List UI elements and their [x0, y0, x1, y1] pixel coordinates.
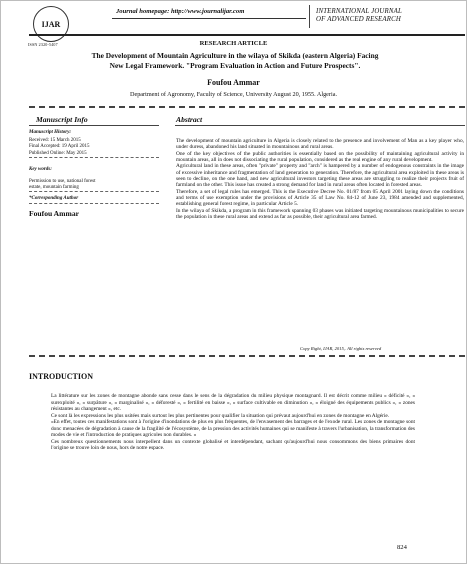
manuscript-head-rule	[29, 125, 159, 126]
intro-paragraph: La littérature sur les zones de montagne abonde sans cesse dans le sens de la dégradation du milieu physique montagnard. Il est décrit comme milieu « déficité », « surexploité », « surpâture », « marginalisé », « déforesté », « fertilité en baisse », « surface cultivable en diminution », « éloigné des équipements publics », « zones résistantes au changement », etc.	[51, 393, 415, 412]
abstract-heading: Abstract	[176, 115, 203, 124]
journal-homepage[interactable]: Journal homepage: http://www.journalijar.com	[116, 8, 245, 15]
journal-name-box	[309, 5, 466, 28]
keywords-line1: Permission to use, national forest	[29, 179, 96, 184]
page-number: 824	[397, 544, 407, 551]
journal-name-line2: OF ADVANCED RESEARCH	[316, 16, 401, 23]
abstract-head-rule	[175, 125, 465, 126]
received-date: Received: 15 March 2015	[29, 138, 81, 143]
logo-text: IJAR	[41, 19, 61, 29]
article-type: RESEARCH ARTICLE	[199, 40, 268, 47]
published-date: Published Online: May 2015	[29, 150, 87, 156]
abstract-paragraph: The development of mountain agriculture in Algeria is closely related to the presence and involvement of Man as a key player who, under duress, abandoned his land situated in mountainous and rural areas.	[176, 138, 464, 151]
history-heading: Manuscript History:	[29, 130, 72, 135]
journal-name	[316, 8, 402, 24]
abstract-body	[176, 138, 464, 220]
author-name: Foufou Ammar	[207, 78, 260, 87]
copyright-notice: Copy Right, IJAR, 2015,. All rights reserved	[300, 346, 382, 351]
journal-name-line1: INTERNATIONAL JOURNAL	[316, 8, 402, 15]
logo-caption: ISSN 2320-5407	[28, 42, 58, 47]
abstract-paragraph: In the wilaya of Skikda, a program in this framework spanning 03 phases was initiated targeting mountainous municipalities to secure the population in these rural areas and extend as far as possible, their agricultural area farmed.	[176, 207, 464, 221]
author-affiliation: Department of Agronomy, Faculty of Science, University August 20, 1955. Algeria.	[129, 91, 337, 98]
abstract-paragraph: One of the key objectives of the public authorities is essentially based on the possibility of maintaining agricultural activity in mountain areas, all in does not dissociating the rural population, considered as the real engine of any rural development.	[176, 150, 464, 164]
final-accepted-date: Final Accepted: 19 April 2015	[29, 144, 90, 150]
introduction-heading: INTRODUCTION	[29, 372, 94, 381]
article-title	[35, 51, 435, 70]
journal-logo	[33, 6, 69, 42]
intro-paragraph: «En effet, toutes ces manifestations sont à l'origine d'inondations de plus en plus fréquentes, de l'envasement des barrages et de l'exode rural. Les zones de montagne sont donc menacées de dégradation à cause de la fragilité de l'écosystème, de la pression des activités humaines qui se manifeste à travers l'urbanisation, la transformation des modes de vie et l'introduction de pratiques agricoles non durables. »	[51, 419, 415, 438]
intro-paragraph: Ces nombreux questionnements nous interpellent dans un contexte globalisé et interdépendant, sachant qu'aujourd'hui nous consommons des biens primaires dont l'origine se trouve loin de nous, hors de notre espace.	[51, 438, 415, 451]
introduction-body	[51, 393, 415, 452]
intro-paragraph: Ce sont là les expressions les plus usitées mais surtout les plus pertinentes pour qualifier la situation qui prévaut aujourd'hui en zones de montagne en Algérie.	[51, 412, 390, 419]
info-top-rule	[29, 106, 465, 108]
manuscript-info-heading: Manuscript Info	[36, 115, 88, 124]
keywords	[29, 179, 96, 192]
title-line1: The Development of Mountain Agriculture in the wilaya of Skikda (eastern Algeria) Facing	[91, 51, 379, 60]
abstract-paragraph: Therefore, a set of legal rules has emerged. This is the Executive Decree No. 01/87 from 05 April 2001 laying down the conditions and terms of use exemption under the provisions of Article 35 of Law No. 84-12 of June 23, 1984 amended and supplemented, establishing general forest regime, in particular Article 5.	[176, 188, 464, 208]
history-dates	[29, 138, 90, 157]
abstract-paragraph: Agricultural land in these areas, often "private" property and "arch" is hampered by a number of endogenous constraints in the image of excessive inheritance and fragmentation of land generation to generation. Therefore, the agricultural area exploited in these areas is seen to decline, on the one hand, and new agricultural investors targeting these areas are struggling to realize their projects fruit of farmland on the other. This issue has created a strong demand for land in rural areas often located in forested areas.	[176, 163, 464, 189]
corresponding-author-name: Foufou Ammar	[29, 209, 79, 218]
corresponding-heading: *Corresponding Author	[29, 196, 79, 201]
keywords-heading: Key words:	[29, 167, 52, 172]
info-bottom-rule	[29, 355, 465, 357]
keywords-line2: estate, mountain farming	[29, 185, 79, 191]
header-rule	[112, 18, 306, 19]
title-line2: New Legal Framework. "Program Evaluation in Action and Future Prospects".	[109, 60, 361, 70]
header-divider	[29, 34, 465, 36]
corresponding-rule	[29, 203, 159, 204]
